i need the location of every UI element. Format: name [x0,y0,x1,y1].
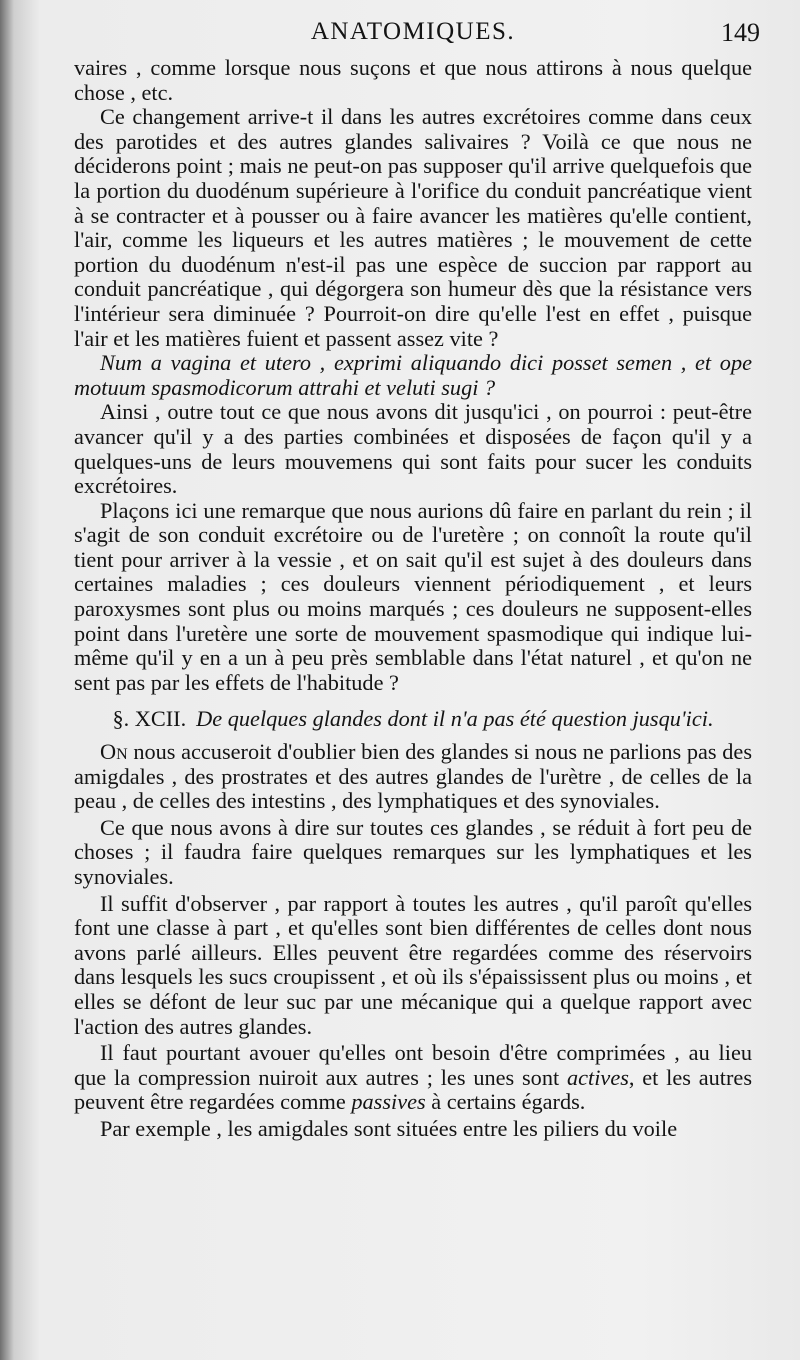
paragraph-continuation: vaires , comme lorsque nous suçons et que nous attirons à nous quelque chose , etc. [74,55,752,105]
page-number: 149 [721,18,760,47]
paragraph-active-passive [74,1041,752,1115]
body-text [74,56,752,1142]
active-passive-part2: , et les autres peuvent être regardées comme [74,1064,752,1115]
paragraph-latin-question: Num a vagina et utero , exprimi aliquando dici posset semen , et ope motuum spasmodicorum attrahi et veluti sugi ? [74,350,752,400]
lead-word: On [100,739,128,765]
term-passives: passives [351,1089,426,1115]
active-passive-part1: Il faut pourtant avouer qu'elles ont besoin d'être comprimées , au lieu que la compression nuiroit aux autres ; les unes sont [74,1040,752,1090]
section-heading [74,707,752,732]
paragraph-few-remarks: Ce que nous avons à dire sur toutes ces glandes , se réduit à fort peu de choses ; il faudra faire quelques remarques sur les lymphatiques et les synoviales. [74,814,752,889]
paragraph-amygdales: Par exemple , les amigdales sont situées entre les piliers du voile [100,1115,678,1141]
section-title: De quelques glandes dont il n'a pas été question jusqu'ici. [196,706,714,732]
active-passive-part3: à certains égards. [425,1089,586,1115]
paragraph-excretory-change: Ce changement arrive-t il dans les autres excrétoires comme dans ceux des parotides et des autres glandes salivaires ? Voilà ce que nous ne déciderons point ; mais ne peut-on pas supposer qu'il arrive quelquefois que la portion du duodénum supérieure à l'orifice du conduit pancréatique vient à se contracter et à pousser ou à faire avancer les matières qu'elle contient, l'air, comme les liqueurs et les autres matières ; le mouvement de cette portion du duodénum n'est-il pas une espèce de succion par rapport au conduit pancréatique , qui dégorgera son humeur dès que la résistance vers l'intérieur sera diminuée ? Pourroit-on dire qu'elle l'est en effet , puisque l'air et les matières fuient et passent assez vite ? [74,104,752,351]
section-number: §. XCII. [112,706,187,732]
page-header [74,18,760,56]
term-actives: actives [566,1064,629,1090]
paragraph-reservoirs: Il suffit d'observer , par rapport à toutes les autres , qu'il paroît qu'elles font une classe à part , et qu'elles sont bien différentes de celles dont nous avons parlé ailleurs. Elles peuvent être regardées comme des réservoirs dans lesquels les sucs croupissent , et où ils s'épaississent plus ou moins , et elles se défont de leur suc par une mécanique qui a quelque rapport avec l'action des autres glandes. [74,890,752,1039]
paragraph-glands-intro [74,740,752,814]
running-head: ANATOMIQUES. [310,18,516,45]
paragraph-combined-parts: Ainsi , outre tout ce que nous avons dit jusqu'ici , on pourroi : peut-être avancer qu'il y a des parties combinées et disposées de façon qu'il y a quelques-uns de leurs mouvemens qui sont faits pour sucer les conduits excrétoires. [74,399,752,499]
paragraph-ureter-remark: Plaçons ici une remarque que nous aurions dû faire en parlant du rein ; il s'agit de son conduit excrétoire ou de l'uretère ; on connoît la route qu'il tient pour arriver à la vessie , et on sait qu'il est sujet à des douleurs dans certaines maladies ; ces douleurs viennent périodiquement , et leurs paroxysmes sont plus ou moins marqués ; ces douleurs ne supposent-elles point dans l'uretère une sorte de mouvement spasmodique qui indique lui-même qu'il y en a un à peu près semblable dans l'état naturel , et qu'on ne sent pas par les effets de l'habitude ? [74,497,752,695]
paragraph-glands-intro-text: nous accuseroit d'oublier bien des glandes si nous ne parlions pas des amigdales , des prostrates et des autres glandes de l'urètre , de celles de la peau , de celles des intestins , des lymphatiques et des synoviales. [74,739,752,814]
